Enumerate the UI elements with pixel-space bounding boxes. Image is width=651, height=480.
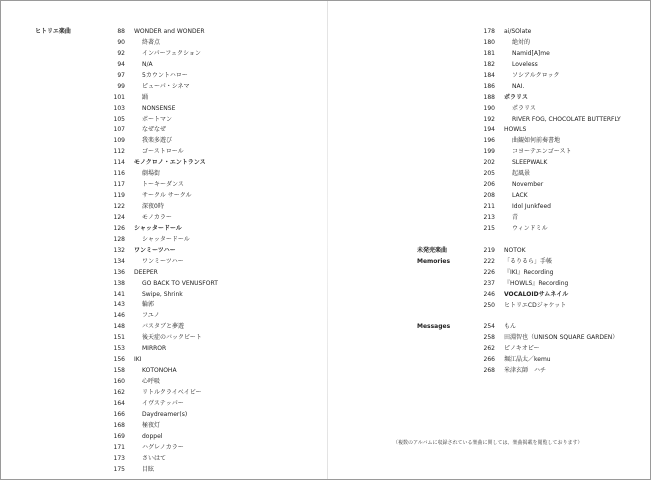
entry-title: 曲観如何前奏書地 <box>512 137 561 145</box>
page-number: 180 <box>483 38 495 46</box>
entry-title: バスタブと夢遊 <box>142 323 185 331</box>
toc-row <box>417 224 642 235</box>
page-number: 126 <box>113 224 125 232</box>
toc-row <box>35 432 315 443</box>
page-number: 192 <box>483 115 495 123</box>
page-number: 186 <box>483 82 495 90</box>
section-label: 未発売楽曲 <box>417 246 448 254</box>
toc-row <box>35 268 315 279</box>
toc-row <box>35 191 315 202</box>
page-number: 107 <box>113 126 125 134</box>
toc-row <box>35 158 315 169</box>
toc-row <box>35 125 315 136</box>
toc-row <box>417 180 642 191</box>
toc-row <box>417 202 642 213</box>
toc-row <box>417 49 642 60</box>
toc-row <box>417 38 642 49</box>
entry-title: SLEEPWALK <box>512 159 548 167</box>
page-number: 178 <box>483 28 495 35</box>
toc-row <box>35 290 315 301</box>
page-number: 246 <box>483 290 495 298</box>
toc-row <box>35 136 315 147</box>
section-gap <box>417 235 642 246</box>
page-number: 141 <box>113 290 125 298</box>
toc-row <box>417 115 642 126</box>
entry-title: WONDER and WONDER <box>134 28 205 35</box>
page-number: 151 <box>113 334 125 342</box>
entry-title: イヴステッパー <box>142 399 184 407</box>
entry-title: GO BACK TO VENUSFORT <box>142 279 218 287</box>
toc-row <box>35 410 315 421</box>
page-number: 143 <box>113 301 125 309</box>
toc-row <box>417 158 642 169</box>
page-number: 258 <box>483 334 495 342</box>
toc-row <box>35 71 315 82</box>
entry-title: ボートマン <box>142 115 173 123</box>
page-number: 99 <box>117 82 125 90</box>
page-number: 262 <box>483 345 495 353</box>
entry-title: 劇場街 <box>142 170 161 178</box>
entry-title: 『IKI』Recording <box>504 268 554 276</box>
entry-title: ゴーストロール <box>142 148 184 156</box>
toc-row <box>35 421 315 432</box>
toc-row <box>417 27 642 38</box>
toc-row <box>417 191 642 202</box>
entry-title: 踊 <box>142 93 149 101</box>
toc-row <box>417 136 642 147</box>
entry-title: さいはて <box>142 454 167 462</box>
page-number: 160 <box>113 378 125 385</box>
page-number: 94 <box>117 60 125 68</box>
page-number: 254 <box>483 323 495 331</box>
toc-row <box>417 290 642 301</box>
page-number: 101 <box>113 93 125 101</box>
toc-row <box>35 180 315 191</box>
toc-row <box>35 235 315 246</box>
entry-title: モノカラー <box>142 213 172 221</box>
entry-title: KOTONOHA <box>142 367 177 375</box>
toc-row <box>35 38 315 49</box>
toc-row <box>35 27 315 38</box>
page-number: 168 <box>113 421 125 429</box>
entry-title: コヨーテエンゴースト <box>512 148 572 156</box>
toc-row <box>35 465 315 476</box>
page-number: 134 <box>113 257 125 265</box>
toc-row <box>35 454 315 465</box>
toc-row <box>417 301 642 312</box>
entry-title: ソシアルクロック <box>512 71 560 79</box>
entry-title: ピノキオピー <box>504 345 540 353</box>
toc-row <box>35 93 315 104</box>
toc-row <box>417 366 642 377</box>
page-number: 268 <box>483 367 495 375</box>
page-number: 122 <box>113 203 125 210</box>
page-number: 222 <box>483 257 495 265</box>
page-number: 194 <box>483 126 495 134</box>
page-number: 182 <box>483 60 495 68</box>
section-gap <box>417 311 642 322</box>
toc-row <box>417 246 642 257</box>
entry-title: LACK <box>512 192 528 200</box>
entry-title: Swipe, Shrink <box>142 290 183 298</box>
entry-title: フユノ <box>142 312 160 320</box>
left-page-contents <box>35 27 315 475</box>
entry-title: 終著点 <box>142 38 161 46</box>
toc-row <box>417 213 642 224</box>
entry-title: HOWLS <box>504 126 527 134</box>
entry-title: シャッタードール <box>142 235 190 243</box>
page-number: 103 <box>113 104 125 112</box>
toc-row <box>35 311 315 322</box>
entry-title: N/A <box>142 60 153 68</box>
toc-row <box>35 169 315 180</box>
page-number: 156 <box>113 356 125 364</box>
section-label: Memories <box>417 257 451 265</box>
entry-title: リトルクライベイビー <box>142 388 202 396</box>
entry-title: ワンミーツハー <box>134 246 176 254</box>
toc-row <box>417 333 642 344</box>
entry-title: ヒトリエCDジャケット <box>504 301 567 309</box>
entry-title: モノクロノ・エントランス <box>134 159 206 167</box>
toc-row <box>35 333 315 344</box>
entry-title: IKI <box>134 356 142 364</box>
entry-title: DEEPER <box>134 268 158 276</box>
toc-row <box>417 82 642 93</box>
entry-title: 5カウントハロー <box>142 71 188 79</box>
page-spine <box>327 1 328 479</box>
entry-title: ピューパ・シネマ <box>142 82 190 90</box>
toc-row <box>417 93 642 104</box>
page-number: 166 <box>113 410 125 418</box>
entry-title: 我楽多遊び <box>142 137 173 145</box>
page-number: 173 <box>113 454 125 462</box>
footnote: （複数のアルバムに収録されている楽曲に関しては、楽曲掲載を閲覧しております） <box>393 440 583 446</box>
toc-row <box>417 147 642 158</box>
page-number: 184 <box>483 71 495 79</box>
toc-row <box>35 355 315 366</box>
page-number: 158 <box>113 367 125 375</box>
toc-row <box>35 104 315 115</box>
entry-title: なぜなぜ <box>142 126 167 134</box>
entry-title: doppel <box>142 432 163 440</box>
page-number: 196 <box>483 137 495 145</box>
toc-row <box>35 202 315 213</box>
toc-row <box>35 443 315 454</box>
page-number: 202 <box>483 159 495 167</box>
page-number: 112 <box>113 148 125 156</box>
page-number: 132 <box>113 246 125 254</box>
toc-row <box>417 268 642 279</box>
entry-title: 『HOWLS』Recording <box>504 279 569 287</box>
entry-title: 起風景 <box>512 170 531 178</box>
entry-title: 米津玄師 ハチ <box>504 367 547 375</box>
toc-row <box>35 49 315 60</box>
page-number: 226 <box>483 268 495 276</box>
page-number: 213 <box>483 213 495 221</box>
entry-title: 極夜灯 <box>142 421 161 429</box>
entry-title: 青 <box>512 213 519 221</box>
toc-row <box>417 71 642 82</box>
page-number: 136 <box>113 268 125 276</box>
toc-row <box>35 246 315 257</box>
page-number: 169 <box>113 432 125 440</box>
entry-title: もん <box>504 323 517 331</box>
page-number: 119 <box>113 192 125 200</box>
entry-title: インパーフェクション <box>142 49 201 57</box>
page-number: 205 <box>483 170 495 178</box>
page-number: 208 <box>483 192 495 200</box>
page-number: 181 <box>483 49 495 57</box>
toc-row <box>417 279 642 290</box>
page-number: 116 <box>113 170 125 178</box>
entry-title: NAI. <box>512 82 525 90</box>
entry-title: November <box>512 181 544 189</box>
entry-title: ウィンドミル <box>512 224 548 232</box>
page-number: 88 <box>117 28 125 35</box>
entry-title: 心呼吸 <box>142 378 161 385</box>
toc-row <box>35 115 315 126</box>
page-number: 117 <box>113 181 125 189</box>
page-number: 128 <box>113 235 125 243</box>
page-number: 250 <box>483 301 495 309</box>
page-number: 237 <box>483 279 495 287</box>
page-number: 153 <box>113 345 125 353</box>
page-number: 190 <box>483 104 495 112</box>
page-number: 188 <box>483 93 495 101</box>
entry-title: 田淵智也（UNISON SQUARE GARDEN） <box>504 334 619 342</box>
entry-title: Idol Junkfeed <box>512 203 551 210</box>
toc-row <box>35 388 315 399</box>
entry-title: ai/SOlate <box>504 28 532 35</box>
toc-row <box>417 257 642 268</box>
entry-title: RIVER FOG, CHOCOLATE BUTTERFLY <box>512 115 621 123</box>
page-number: 206 <box>483 181 495 189</box>
page-number: 164 <box>113 399 125 407</box>
entry-title: ハグレノカラー <box>142 443 184 451</box>
toc-row <box>35 60 315 71</box>
toc-row <box>35 322 315 333</box>
toc-row <box>35 300 315 311</box>
page-number: 211 <box>483 203 495 210</box>
entry-title: トーキーダンス <box>142 181 184 189</box>
page-number: 146 <box>113 312 125 320</box>
page-number: 90 <box>117 38 125 46</box>
toc-row <box>35 213 315 224</box>
entry-title: ポラリス <box>512 104 536 112</box>
page-number: 266 <box>483 356 495 364</box>
entry-title: NOTOK <box>504 246 526 254</box>
right-page-contents <box>417 27 642 377</box>
entry-title: 深夜0時 <box>142 203 164 210</box>
toc-row <box>35 279 315 290</box>
toc-row <box>35 82 315 93</box>
toc-row <box>35 366 315 377</box>
toc-row <box>417 355 642 366</box>
toc-row <box>417 322 642 333</box>
toc-row <box>417 60 642 71</box>
entry-title: 後天症のバックビート <box>142 334 202 342</box>
entry-title: シャッタードール <box>134 224 182 232</box>
page-number: 105 <box>113 115 125 123</box>
entry-title: Loveless <box>512 60 538 68</box>
section-label: Messages <box>417 323 451 331</box>
toc-row <box>417 104 642 115</box>
page-number: 219 <box>483 246 495 254</box>
section-label: ヒトリエ楽曲 <box>35 28 71 35</box>
entry-title: Namid[A]me <box>512 49 550 57</box>
entry-title: VOCALOIDサムネイル <box>504 290 569 298</box>
page-number: 97 <box>117 71 125 79</box>
toc-row <box>35 147 315 158</box>
entry-title: 輪郭 <box>142 301 155 309</box>
page-number: 109 <box>113 137 125 145</box>
page-number: 138 <box>113 279 125 287</box>
entry-title: 堀江晶太／kemu <box>504 356 551 364</box>
page-number: 162 <box>113 388 125 396</box>
entry-title: MIRROR <box>142 345 167 353</box>
entry-title: NONSENSE <box>142 104 176 112</box>
entry-title: ポラリス <box>504 93 528 101</box>
page-number: 175 <box>113 465 125 473</box>
toc-row <box>35 399 315 410</box>
page-number: 92 <box>117 49 125 57</box>
entry-title: 「るりるら」手帳 <box>504 257 553 265</box>
toc-row <box>35 224 315 235</box>
toc-row <box>35 377 315 388</box>
page-number: 124 <box>113 213 125 221</box>
toc-row <box>35 344 315 355</box>
entry-title: 絶対的 <box>512 38 531 46</box>
entry-title: ワンミーツハー <box>142 257 184 265</box>
toc-row <box>417 344 642 355</box>
toc-row <box>417 169 642 180</box>
page-number: 148 <box>113 323 125 331</box>
page-number: 215 <box>483 224 495 232</box>
page-number: 171 <box>113 443 125 451</box>
toc-row <box>35 257 315 268</box>
page-number: 114 <box>113 159 125 167</box>
toc-row <box>417 125 642 136</box>
entry-title: 目眩 <box>142 465 155 473</box>
entry-title: サークル サークル <box>142 192 192 200</box>
entry-title: Daydreamer(s) <box>142 410 188 418</box>
page-number: 199 <box>483 148 495 156</box>
